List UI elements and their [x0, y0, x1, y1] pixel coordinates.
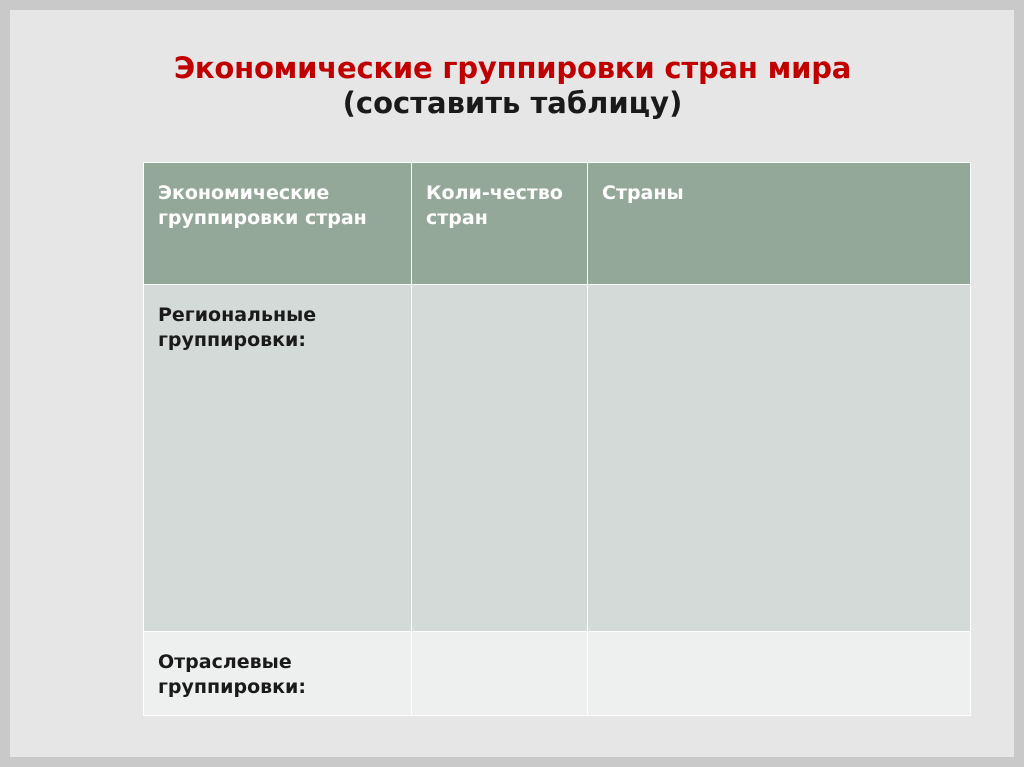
title-primary: Экономические группировки стран мира [173, 51, 852, 85]
header-cell-groupings: Экономические группировки стран [144, 163, 412, 285]
row-label-sectoral: Отраслевые группировки: [144, 632, 412, 716]
table-header-row [144, 163, 971, 285]
row-countries-sectoral[interactable] [588, 632, 971, 716]
title-secondary: (составить таблицу) [342, 86, 683, 121]
page-title [90, 52, 935, 122]
table-header [144, 163, 971, 285]
economic-groupings-table [143, 162, 971, 716]
header-cell-count: Коли-чество стран [412, 163, 588, 285]
row-count-regional[interactable] [412, 285, 588, 632]
table-row [144, 632, 971, 716]
header-cell-countries: Страны [588, 163, 971, 285]
table-container [143, 162, 970, 716]
table-row [144, 285, 971, 632]
table-body [144, 285, 971, 716]
row-count-sectoral[interactable] [412, 632, 588, 716]
slide [10, 10, 1014, 757]
row-countries-regional[interactable] [588, 285, 971, 632]
row-label-regional: Региональные группировки: [144, 285, 412, 632]
